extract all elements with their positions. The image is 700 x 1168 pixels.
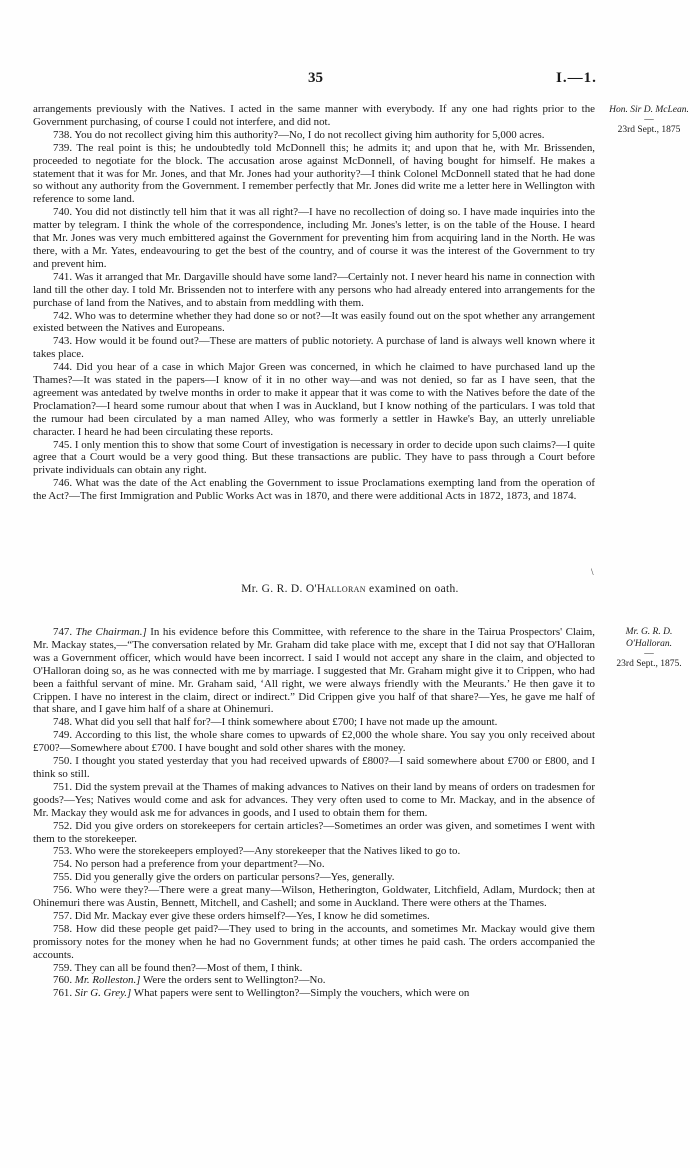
- paragraph-text: I thought you stated yesterday that you had received upwards of £800?—I said somewhere about £700 or £800, and I think so still.: [33, 755, 595, 780]
- question-number: 755.: [53, 871, 73, 884]
- question-paragraph: [33, 910, 595, 923]
- question-paragraph: [33, 310, 595, 336]
- paragraph-text: The real point is this; he undoubtedly told McDonnell this; he admits it; and upon that he, with Mr. Brissenden, proceeded to negotiate for the block. The accusation arose against McDonnell, of having bought for himself. He makes a statement that it was for Mr. Jones, and that Mr. Jones had your authority?—I think Colonel McDonnell stated that he had done so without any authority from the Government. I remember perfectly that Mr. Jones did write me a letter here in Wellington with reference to some land.: [33, 141, 596, 206]
- paragraph-text: You did not distinctly tell him that it was all right?—I have no recollection of doing so. I have made inquiries into the matter by telegram. I think the whole of the correspondence, including Mr. Jones's letter, is on the table of the House. I heard that Mr. Jones was very much embittered against the Government for preventing him from acquiring land in the North. He was there, with a Mr. Yates, endeavouring to get the best of the country, and of course it was the interest of the Government to try and prevent him.: [33, 206, 595, 270]
- paragraph-text: They can all be found then?—Most of them, I think.: [74, 961, 303, 974]
- evidence-section-mclean: [33, 103, 595, 503]
- question-paragraph: [33, 626, 595, 716]
- question-paragraph: [33, 884, 595, 910]
- paragraph-text: Were the orders sent to Wellington?—No.: [142, 974, 326, 987]
- margin-note-ohalloran: [605, 626, 693, 670]
- question-number: 747.: [53, 626, 73, 638]
- heading-prefix: Mr. G. R. D. O': [241, 583, 317, 595]
- speaker-label: Mr. Rolleston.]: [74, 974, 141, 987]
- question-paragraph: [33, 871, 595, 884]
- paragraph-text: Who were they?—There were a great many—Wilson, Hetherington, Goldwater, Litchfield, Adlam, Murdock; then at Ohinemuri there was Austin, Bennett, Mitchell, and Cashell; and some in Auckland. There were others at the Thames.: [33, 884, 596, 910]
- question-paragraph: [33, 477, 595, 503]
- question-paragraph: [33, 987, 595, 1000]
- question-paragraph: [33, 781, 595, 820]
- question-number: 742.: [53, 309, 73, 322]
- question-number: 761.: [53, 987, 73, 1000]
- question-number: 748.: [53, 716, 73, 729]
- question-number: 745.: [53, 438, 73, 451]
- question-number: 759.: [53, 961, 73, 974]
- question-number: 741.: [53, 270, 73, 283]
- question-paragraph: [33, 716, 595, 729]
- question-number: 749.: [53, 729, 73, 742]
- section-heading: [0, 583, 700, 595]
- question-paragraph: [33, 439, 595, 478]
- paragraph-text: arrangements previously with the Natives. I acted in the same manner with everybody. If any one had rights prior to the Government purchasing, of course I could not interfere, and did not.: [33, 103, 595, 128]
- question-paragraph: [33, 755, 595, 781]
- question-number: 739.: [53, 141, 73, 154]
- paragraph-text: In his evidence before this Committee, with reference to the share in the Tairua Prospectors' Claim, Mr. Mackay states,—“The conversation related by Mr. Graham did take place with me, except that I did not say that O'Halloran was a Government officer, which would have been incorrect. I said I would not accept any share in the claim, and objected to O'Halloran doing so, as he was connected with me by marriage. I suggested that Mr. Graham might give it to Crippen, who had been a faithful servant of mine. Mr. Graham said, ‘All right, we were always friendly with the Meurants.’ He then gave it to Crippen. I have no interest in the claim, direct or indirect.” Did Crippen give you half of that share?—Yes, he gave me half of that share, and I gave him half of a share at Ohinemuri.: [33, 626, 595, 716]
- document-code: I.—1.: [556, 70, 597, 86]
- question-number: 757.: [53, 909, 73, 922]
- question-number: 756.: [53, 884, 73, 897]
- paragraph-text: What did you sell that half for?—I think somewhere about £700; I have not made up the amount.: [74, 716, 498, 729]
- question-number: 753.: [53, 845, 73, 858]
- question-number: 758.: [53, 922, 73, 935]
- question-number: 738.: [53, 128, 73, 141]
- paragraph-text: According to this list, the whole share comes to upwards of £2,000 the whole share. You say you only received about £700?—Somewhere about £700. I have bought and sold other shares with the money.: [33, 729, 595, 755]
- page-header: [0, 70, 700, 90]
- paragraph-text: How did these people get paid?—They used to bring in the accounts, and sometimes Mr. Mackay would give them promissory notes for the money when he had no Government funds; at other times he paid cash. The orders accompanied the accounts.: [33, 922, 595, 961]
- paragraph-text: Who were the storekeepers employed?—Any storekeeper that the Natives liked to go to.: [74, 845, 461, 858]
- margin-note-divider: —: [644, 115, 654, 125]
- question-paragraph: [33, 335, 595, 361]
- margin-note-witness: Hon. Sir D. McLean.: [609, 105, 689, 115]
- page-number: 35: [308, 70, 323, 86]
- question-paragraph: [33, 923, 595, 962]
- question-paragraph: [33, 974, 595, 987]
- question-paragraph: [33, 129, 595, 142]
- question-number: 754.: [53, 858, 73, 871]
- margin-note-witness: Mr. G. R. D. O'Halloran.: [625, 627, 673, 649]
- question-paragraph: [33, 858, 595, 871]
- paragraph-text: What papers were sent to Wellington?—Simply the vouchers, which were on: [133, 987, 470, 1000]
- continued-paragraph: [33, 103, 595, 129]
- paragraph-text: Did you give orders on storekeepers for certain articles?—Sometimes an order was given, and sometimes I went with them to the storekeeper.: [33, 819, 595, 845]
- speaker-label: The Chairman.]: [75, 626, 147, 638]
- question-paragraph: [33, 962, 595, 975]
- question-paragraph: [33, 729, 595, 755]
- question-paragraph: [33, 206, 595, 271]
- paragraph-text: What was the date of the Act enabling the Government to issue Proclamations exempting land from the operation of the Act?—The first Immigration and Public Works Act was in 1870, and there were additional Acts in 1872, 1873, and 1874.: [33, 477, 596, 503]
- question-number: 760.: [53, 974, 73, 987]
- paragraph-text: Did Mr. Mackay ever give these orders himself?—Yes, I know he did sometimes.: [74, 909, 430, 922]
- paragraph-text: Who was to determine whether they had done so or not?—It was easily found out on the spot whether any arrangement existed between the Natives and Europeans.: [33, 309, 596, 335]
- heading-surname: Halloran: [316, 583, 366, 595]
- paragraph-text: Was it arranged that Mr. Dargaville should have some land?—Certainly not. I never heard his name in connection with land till the other day. I told Mr. Brissenden not to interfere with any persons who had already entered into arrangements for the purchase of land from the Natives, and to abstain from meddling with them.: [33, 270, 595, 309]
- question-paragraph: [33, 361, 595, 438]
- speaker-label: Sir G. Grey.]: [74, 987, 132, 1000]
- stray-mark: \: [591, 567, 594, 577]
- question-number: 746.: [53, 477, 73, 490]
- paragraph-text: Did you generally give the orders on particular persons?—Yes, generally.: [74, 871, 395, 884]
- question-number: 744.: [53, 361, 73, 374]
- margin-note-mclean: [605, 104, 693, 136]
- paragraph-text: You do not recollect giving him this authority?—No, I do not recollect giving him authority for 5,000 acres.: [74, 128, 545, 141]
- question-paragraph: [33, 845, 595, 858]
- question-number: 750.: [53, 755, 73, 768]
- margin-note-divider: —: [644, 649, 654, 659]
- heading-suffix: examined on oath.: [365, 583, 459, 595]
- question-number: 752.: [53, 819, 73, 832]
- margin-note-date: 23rd Sept., 1875: [617, 125, 681, 135]
- question-paragraph: [33, 820, 595, 846]
- paragraph-text: Did the system prevail at the Thames of making advances to Natives on their land by means of orders on tradesmen for goods?—Yes; Natives would come and ask for advances. They very often used to come to Mr. Mackay, and in the absence of Mr. Mackay they would ask me for advances in goods, and I used to obtain them for them.: [33, 780, 595, 819]
- evidence-section-ohalloran: [33, 626, 595, 1000]
- question-number: 740.: [53, 206, 73, 219]
- question-paragraph: [33, 271, 595, 310]
- question-number: 751.: [53, 780, 73, 793]
- paragraph-text: No person had a preference from your department?—No.: [74, 858, 325, 871]
- margin-note-date: 23rd Sept., 1875.: [616, 659, 682, 669]
- question-number: 743.: [53, 335, 73, 348]
- paragraph-text: I only mention this to show that some Court of investigation is necessary in order to decide upon such claims?—I quite agree that a Court would be a very good thing. But these transactions are public. They have to pass through a Court before private individuals can obtain any right.: [33, 438, 595, 477]
- question-paragraph: [33, 142, 595, 207]
- paragraph-text: Did you hear of a case in which Major Green was concerned, in which he claimed to have purchased land up the Thames?—It was stated in the papers—I know of it in no other way—and was not denied, so far as I have seen, that the agreement was antedated by twelve months in order to make it appear that it was come to with the Natives before the date of the Proclamation?—I heard some rumour about that when I was in Auckland, but I know nothing of the particulars. I was told that the rumour had been circulated by a man named Alley, who was formerly a settler in Hawke's Bay, an utterly unreliable character. I heard he had been circulating these reports.: [33, 361, 595, 438]
- paragraph-text: How would it be found out?—These are matters of public notoriety. A purchase of land is always well known where it takes place.: [33, 335, 595, 361]
